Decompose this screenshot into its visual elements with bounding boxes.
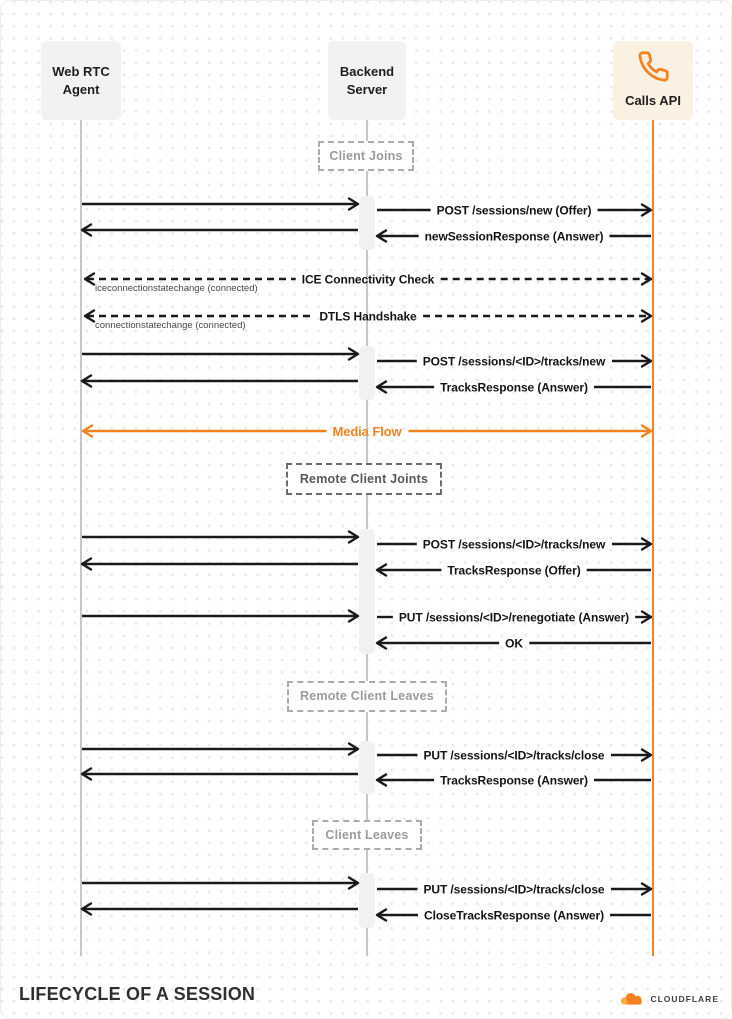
message-label: ICE Connectivity Check (301, 272, 435, 287)
message-label: TracksResponse (Offer) (447, 563, 581, 578)
message-label: PUT /sessions/<ID>/renegotiate (Answer) (398, 610, 630, 625)
phase-note: Remote Client Leaves (287, 681, 447, 712)
message-label: DTLS Handshake (319, 309, 417, 324)
message-label: POST /sessions/<ID>/tracks/new (422, 537, 606, 552)
message-label: PUT /sessions/<ID>/tracks/close (423, 882, 605, 897)
message-label: POST /sessions/new (Offer) (436, 203, 592, 218)
message-label: TracksResponse (Answer) (440, 773, 588, 788)
diagram-title: LIFECYCLE OF A SESSION (19, 984, 256, 1004)
activation-bar (359, 741, 375, 794)
actor-backend-server (328, 41, 406, 120)
activation-bar (359, 529, 375, 654)
message-label: TracksResponse (Answer) (440, 380, 588, 395)
activation-bar (359, 346, 375, 400)
activation-bar (359, 873, 375, 928)
message-label: PUT /sessions/<ID>/tracks/close (423, 748, 605, 763)
phase-note: Client Joins (318, 141, 414, 171)
cloudflare-logo (619, 991, 719, 1006)
phase-note: Client Leaves (312, 820, 422, 850)
cloudflare-cloud-icon (619, 991, 646, 1006)
message-label: OK (505, 636, 523, 651)
actor-calls-api (613, 41, 693, 120)
message-label: newSessionResponse (Answer) (424, 229, 604, 244)
message-label: CloseTracksResponse (Answer) (424, 908, 604, 923)
event-sublabel: iceconnectionstatechange (connected) (95, 283, 258, 294)
actor-calls-label: Calls API (625, 93, 681, 108)
actor-webrtc-agent (41, 41, 121, 120)
activation-bar (359, 196, 375, 250)
event-sublabel: connectionstatechange (connected) (95, 320, 246, 331)
phase-note: Remote Client Joints (286, 463, 442, 495)
cloudflare-wordmark: CLOUDFLARE (650, 993, 719, 1004)
message-label: Media Flow (332, 423, 402, 439)
message-label: POST /sessions/<ID>/tracks/new (422, 354, 606, 369)
phone-icon (637, 50, 670, 83)
actor-webrtc-label: Web RTC Agent (52, 63, 110, 97)
actor-backend-label: Backend Server (339, 63, 395, 97)
